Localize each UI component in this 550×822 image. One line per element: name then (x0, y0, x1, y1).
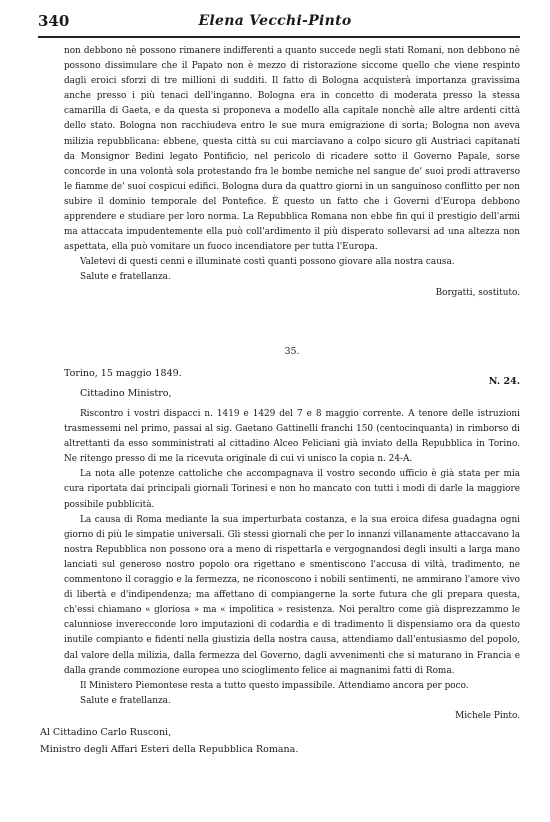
letter-recipient (40, 724, 298, 758)
recipient-title: Ministro degli Affari Esteri della Repubblica Romana. (40, 744, 299, 755)
letter-34-body (64, 44, 520, 301)
letter-35-paragraph-4: Il Ministero Piemontese resta a tutto questo impassibile. Attendiamo ancora per poco. (80, 680, 469, 691)
letter-34-signature: Borgatti, sostituto. (435, 287, 520, 298)
letter-35-paragraph-1: Riscontro i vostri dispacci n. 1419 e 1429 del 7 e 8 maggio corrente. A tenore delle istruzioni trasmessemi nel primo, passai al sig. Gaetano Gattinelli franchi 150 (centocinquanta) in rimborso di altrettanti da esso somministrati al cittadino Alceo Feliciani già inviato della Repubblica in Torino. Ne ritengo presso di me la ricevuta originale di cui vi unisco la copia n. 24-A. (64, 409, 520, 465)
letter-35-paragraph-2: La nota alle potenze cattoliche che accompagnava il vostro secondo ufficio è già stata per mia cura riportata dai principali giornali Torinesi e non ho mancato con tutti i modi di darle la maggiore possibile pubblicità. (64, 469, 520, 510)
header-rule (38, 36, 520, 38)
recipient-name: Al Cittadino Carlo Rusconi, (40, 727, 172, 738)
letter-dateline: Torino, 15 maggio 1849. (64, 368, 182, 379)
letter-35-closing: Salute e fratellanza. (80, 695, 171, 706)
letter-35-body (64, 407, 520, 724)
running-title: Elena Vecchi-Pinto (198, 13, 352, 29)
letter-salutation: Cittadino Ministro, (80, 388, 172, 399)
letter-35-signature: Michele Pinto. (455, 710, 520, 721)
page-number: 340 (38, 12, 70, 30)
letter-34-closing: Salute e fratellanza. (80, 272, 171, 283)
page-header (0, 0, 550, 40)
document-number: 35. (284, 346, 300, 357)
letter-35-paragraph-3: La causa di Roma mediante la sua imperturbata costanza, e la sua eroica difesa guadagna ogni giorno di più le simpatie universali. Gli stessi giornali che per lo innanzi villanamente attaccavano la nostra Repubblica non possono ora a meno di rispettarla e vergognandosi degli insulti a larga mano lanciati sul generoso nostro popolo ora rigettano e smentiscono l'accusa di viltà, tradimento, ne commentono il coraggio e la fermezza, ne riconoscono i nobili sentimenti, ne ammirano l'amore vivo di libertà e d'indipendenza; ma affettano di compiangerne la sorte futura che gli prepara questa, ch'essi chiamano « gloriosa » ma « impolitica » resistenza. Noi peraltro come già disprezzammo le calunniose inverecconde loro imputazioni di codardia e di tradimento li dispensiamo ora da questo inutile compianto e fidenti nella giustizia della nostra causa, attendiamo dall'entusiasmo del popolo, dal valore della milizia, dalla fermezza del Governo, dagli avvenimenti che si maturano in Francia e dalla grande commozione europea uno scioglimento felice ai magnanimi fatti di Roma. (64, 514, 520, 676)
letter-34-paragraph-2: Valetevi di questi cenni e illuminate costì quanti possono giovare alla nostra causa. (80, 257, 455, 268)
document-reference: N. 24. (488, 376, 520, 387)
letter-34-paragraph-1: non debbono nè possono rimanere indifferenti a quanto succede negli stati Romani, non debbono nè possono dissimulare che il Papato non è mezzo di ristorazione siccome quello che viene respinto dagli eroici sforzi di tre millioni di sudditi. Il fatto di Bologna acquisterà importanza gravissima anche presso i più tenaci dell'inganno. Bologna era in concetto di moderata presso la stessa camarilla di Gaeta, e da questa si proponeva a modello alla capitale nonchè alle altre ardenti città dello stato. Bologna non racchiudeva entro le sue mura emigrazione di sorta; Bologna non aveva milizia repubblicana: ebbene, questa città su cui marciavano a colpo sicuro gli Austriaci capitanati da Monsignor Bedini legato Pontificio, nel pericolo di ricadere sotto il Governo Papale, sorse concorde in una volontà sola protestando fra le bombe nemiche nel sangue de' suoi prodi attraverso le fiamme de' suoi cospicui edifici. Bologna dura da quattro giorni in un sanguinoso conflitto per non subire il dominio temporale del Pontefice. È questo un fatto che i Governi d'Europa debbono apprendere e studiare per loro norma. La Repubblica Romana non ebbe fin qui il prestigio dell'armi ma attaccata impudentemente ella può coll'ardimento il più disperato sollevarsi ad una altezza non aspettata, ella può vomitare un fuoco incendiatore per tutta l'Europa. (64, 46, 520, 253)
